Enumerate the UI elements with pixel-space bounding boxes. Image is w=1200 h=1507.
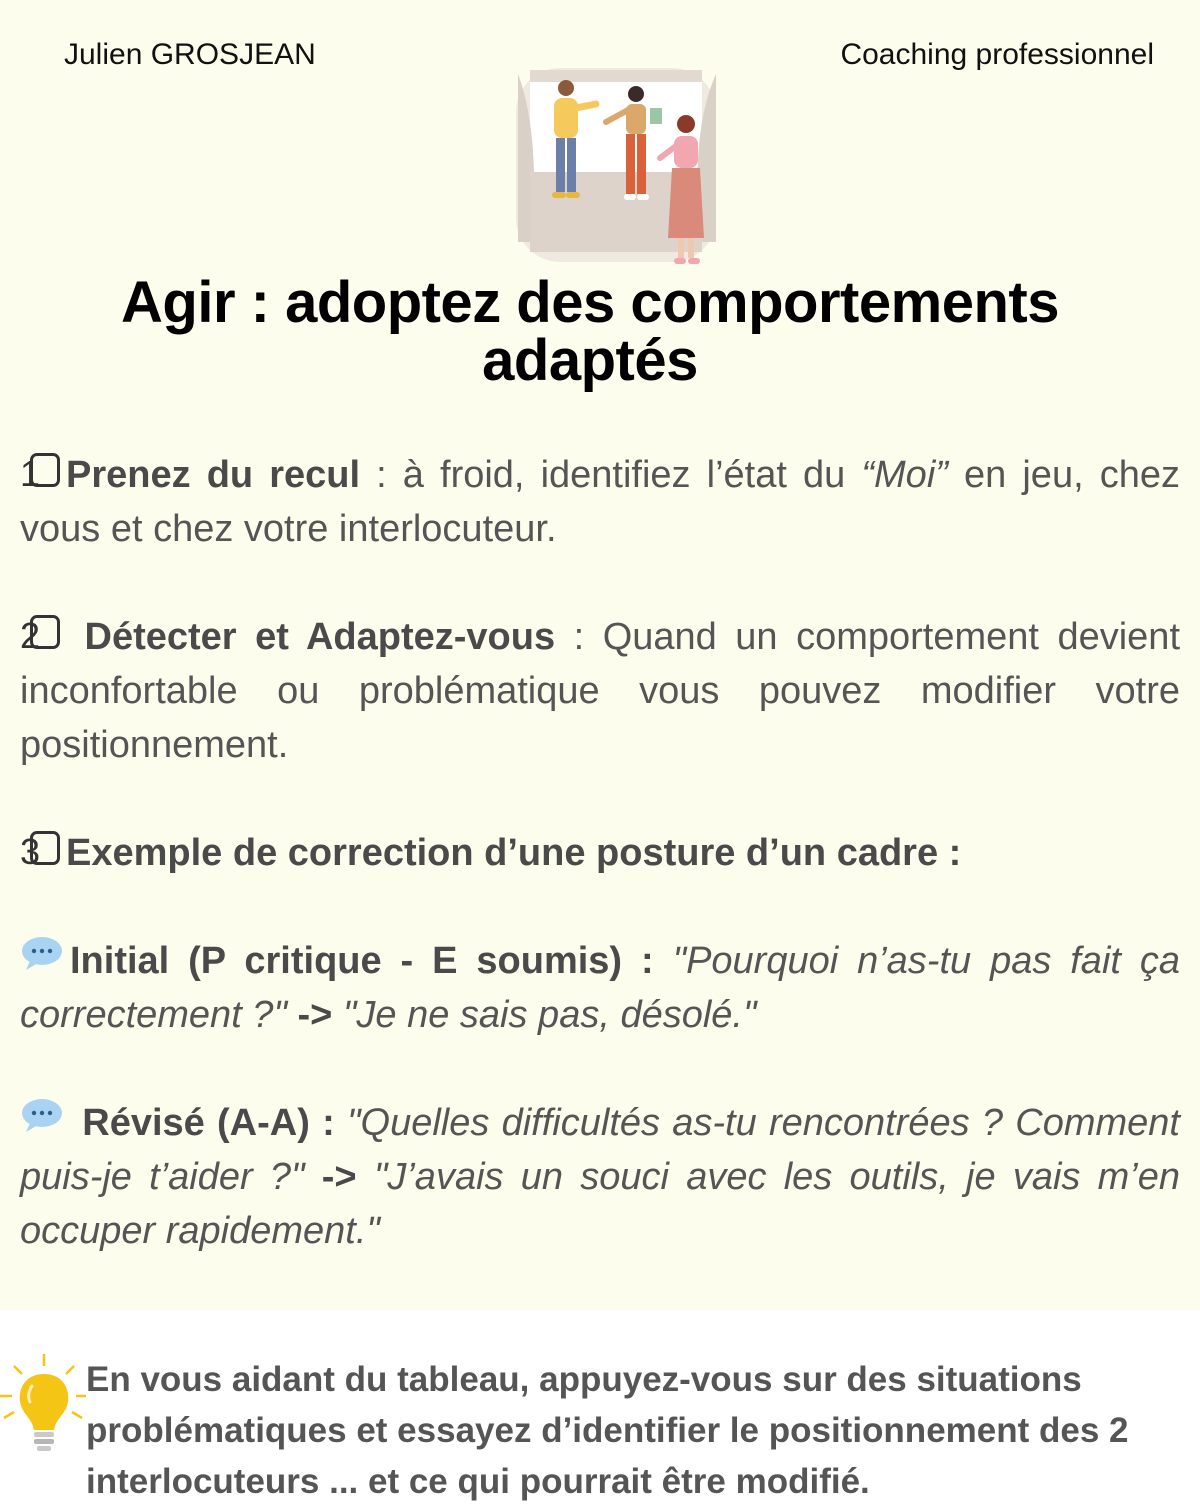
point-heading: Exemple de correction d’une posture d’un cadre :	[66, 832, 962, 874]
speech-bubble-icon	[20, 1097, 64, 1133]
example-label: Révisé (A-A) :	[82, 1102, 335, 1144]
light-bulb-icon	[0, 1352, 86, 1454]
point-heading: Prenez du recul	[66, 454, 361, 496]
example-initial: Initial (P critique - E soumis) : "Pourquoi n’as-tu pas fait ça correctement ?" -> "Je ne sais pas, désolé."	[20, 934, 1180, 1042]
people-discussion-illustration	[510, 62, 725, 272]
point-1: 1 Prenez du recul : à froid, identifiez l’état du “Moi” en jeu, chez vous et chez votre interlocuteur.	[20, 453, 1180, 550]
speech-bubble-icon	[20, 935, 64, 971]
tip-text: En vous aidant du tableau, appuyez-vous sur des situations problématiques et essayez d’identifier le positionnement des 2 interlocuteurs ... et ce qui pourrait être modifié.	[86, 1360, 1129, 1501]
example-label: Initial (P critique - E soumis) :	[70, 940, 654, 982]
keycap-number-icon: 1	[20, 453, 66, 491]
point-2: 2 Détecter et Adaptez-vous : Quand un comportement devient inconfortable ou problématique vous pouvez modifier votre positionnement.	[20, 615, 1181, 766]
point-heading: Détecter et Adaptez-vous	[84, 616, 556, 658]
keycap-number-icon: 3	[20, 831, 66, 869]
author-name: Julien GROSJEAN	[64, 38, 316, 71]
example-revised: Révisé (A-A) : "Quelles difficultés as-tu rencontrées ? Comment puis-je t’aider ?" -> "J’avais un souci avec les outils, je vais m’en occuper rapidement."	[20, 1096, 1180, 1258]
tagline: Coaching professionnel	[840, 38, 1154, 71]
page-title: Agir : adoptez des comportements adaptés	[121, 270, 1059, 393]
point-3	[20, 826, 1180, 880]
keycap-number-icon: 2	[20, 615, 66, 653]
